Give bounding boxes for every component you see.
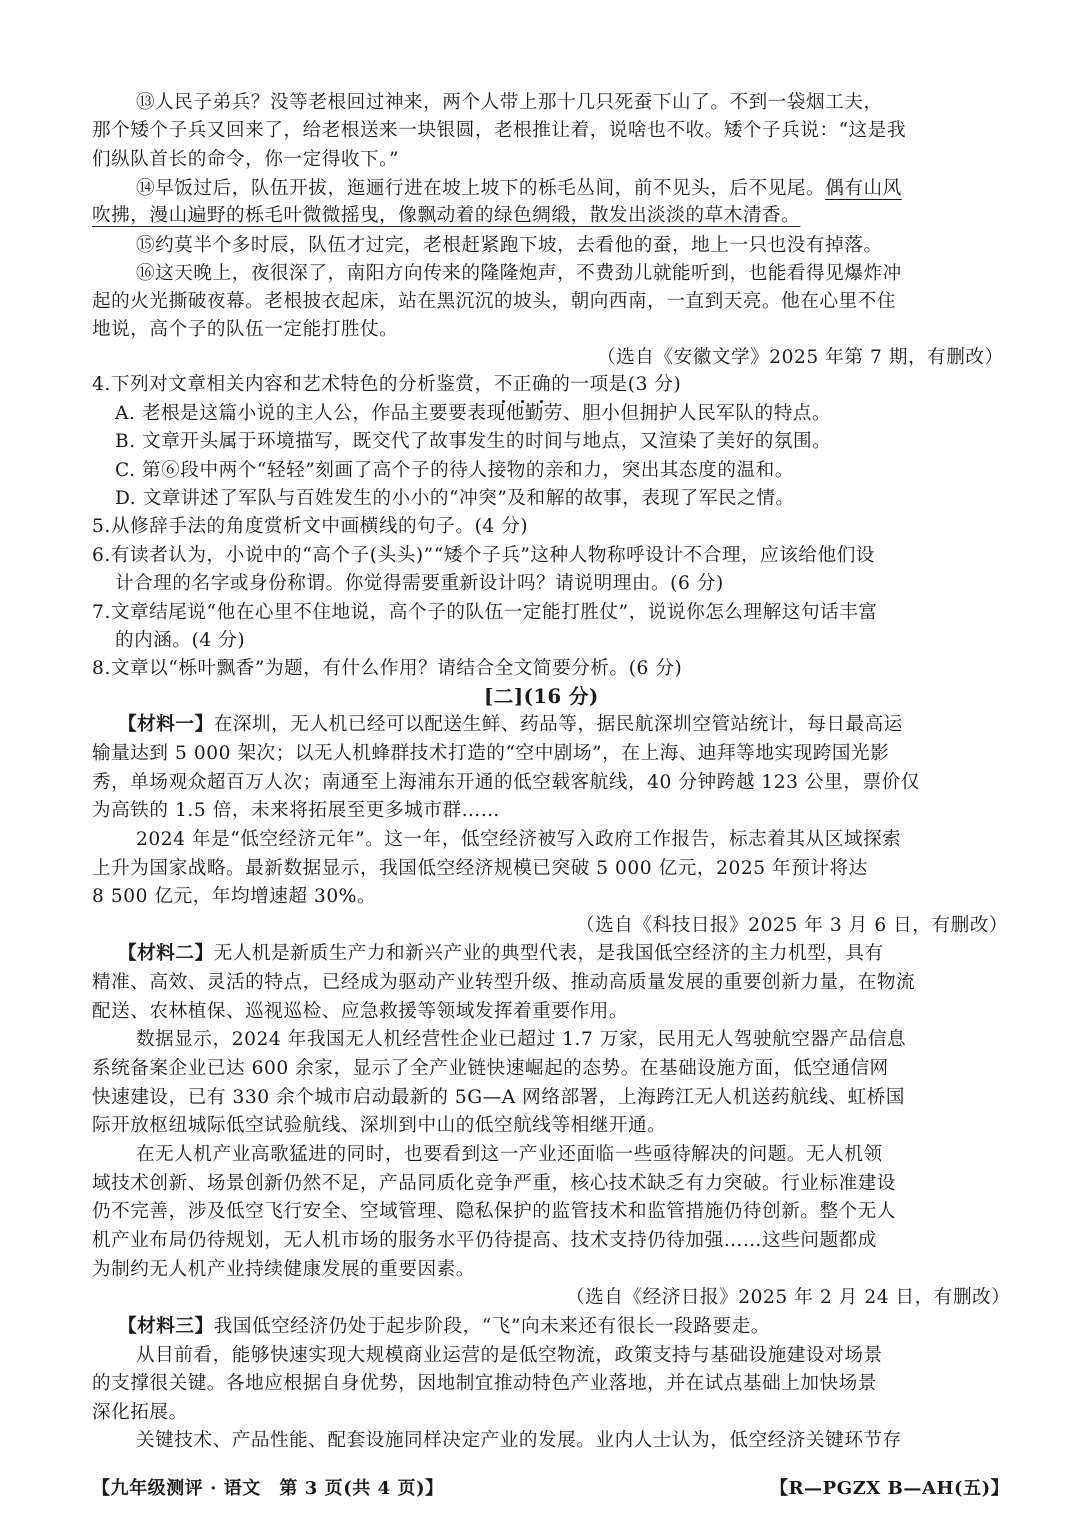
material1-line3: 秀，单场观众超百万人次；南通至上海浦东开通的低空载客航线，40 分钟跨越 123 公里，票价仅 [92,772,920,793]
emphasis-char: 正 [513,372,532,398]
q4-option-d: D. 文章讲述了军队与百姓发生的小小的“冲突”及和解的故事，表现了军民之情。 [115,488,795,509]
story-para13-line2: 那个矮个子兵又回来了，给老根送来一块银圆，老根推让着，说啥也不收。矮个子兵说：“这是我 [92,120,907,141]
material2-p3-line1: 在无人机产业高歌猛进的同时，也要看到这一产业还面临一些亟待解决的问题。无人机领 [136,1144,883,1165]
material3-label: 【材料三】 [118,1316,214,1337]
material1-p2-line3: 8 500 亿元，年均增速超 30%。 [92,886,377,907]
story-para13-line3: 们纵队首长的命令，你一定得收下。” [92,149,400,170]
q4-option-a: A. 老根是这篇小说的主人公，作品主要要表现他勤劳、胆小但拥护人民军队的特点。 [115,403,832,424]
material3-text: 我国低空经济仍处于起步阶段，“飞”向未来还有很长一段路要走。 [213,1316,770,1337]
underlined-sentence-part1: 偶有山风 [825,178,902,199]
material2-label: 【材料二】 [118,943,214,964]
section-2-heading: [二](16 分) [484,685,599,708]
material2-p3-line4: 机产业布局仍待规划，无人机市场的服务水平仍待提高、技术支持仍待加强……这些问题都成 [92,1230,877,1251]
story-para15: ⑮约莫半个多时辰，队伍才过完，老根赶紧跑下坡，去看他的蚕，地上一只也没有掉落。 [136,235,883,256]
material2-text: 无人机是新质生产力和新兴产业的典型代表，是我国低空经济的主力机型，具有 [213,943,884,964]
material1-text: 在深圳，无人机已经可以配送生鲜、药品等，据民航深圳空管站统计，每日最高运 [213,714,903,735]
material1-line4: 为高铁的 1.5 倍，未来将拓展至更多城市群…… [92,800,500,821]
material2-p2-line4: 际开放枢纽城际低空试验航线、深圳到中山的低空航线等相继开通。 [92,1115,667,1136]
material2-source: （选自《经济日报》2025 年 2 月 24 日，有删改） [566,1287,1011,1308]
story-para16-line3: 地说，高个子的队伍一定能打胜仗。 [92,319,399,340]
q4-option-c: C. 第⑥段中两个“轻轻”刻画了高个子的待人接物的亲和力，突出其态度的温和。 [115,460,794,481]
material1-p2-line1: 2024 年是“低空经济元年”。这一年，低空经济被写入政府工作报告，标志着其从区域探索 [136,829,902,850]
story-para16-line2: 起的火光撕破夜幕。老根披衣起床，站在黑沉沉的坡头，朝向西南，一直到天亮。他在心里不住 [92,291,897,312]
material2-p2-line1: 数据显示，2024 年我国无人机经营性企业已超过 1.7 万家，民用无人驾驶航空器产品信息 [136,1029,907,1050]
material2-line2: 精准、高效、灵活的特点，已经成为驱动产业转型升级、推动高质量发展的重要创新力量，在物流 [92,972,916,993]
material1-source: （选自《科技日报》2025 年 3 月 6 日，有删改） [576,915,1009,936]
underlined-sentence-part2: 吹拂，漫山遍野的栎毛叶微微摇曳，像飘动着的绿色绸缎，散发出淡淡的草木清香。 [92,205,801,226]
question-7-line1: 7.文章结尾说“他在心里不住地说，高个子的队伍一定能打胜仗”，说说你怎么理解这句话丰富 [92,602,878,623]
story-source: （选自《安徽文学》2025 年第 7 期，有删改） [597,347,1004,368]
story-para14-line1 [136,176,902,202]
material2-line1 [118,941,884,967]
question-6-line1: 6.有读者认为，小说中的“高个子(头头)”“矮个子兵”这种人物称呼设计不合理，应该给他们设 [92,545,875,566]
material2-p3-line5: 为制约无人机产业持续健康发展的重要因素。 [92,1259,475,1280]
material1-label: 【材料一】 [118,714,214,735]
material3-p3-line1: 关键技术、产品性能、配套设施同样决定产业的发展。业内人士认为，低空经济关键环节存 [136,1430,902,1451]
material3-p2-line1: 从目前看，能够快速实现大规模商业运营的是低空物流，政策支持与基础设施建设对场景 [136,1345,883,1366]
material2-line3: 配送、农林植保、巡视巡检、应急救援等领域发挥着重要作用。 [92,1001,629,1022]
emphasis-char: 不 [494,372,513,398]
story-para13-line1: ⑬人民子弟兵？没等老根回过神来，两个人带上那十几只死蚕下山了。不到一袋烟工夫， [136,92,883,113]
footer-right: 【R—PGZX B—AH(五)】 [770,1478,1010,1499]
material3-p2-line2: 的支撑很关键。各地应根据自身优势，因地制宜推动特色产业落地，并在试点基础上加快场景 [92,1373,877,1394]
para14-plain-text: ⑭早饭过后，队伍开拔，迤逦行进在坡上坡下的栎毛丛间，前不见头，后不见尾。 [136,178,826,199]
material3-line1 [118,1314,770,1340]
material2-p3-line2: 域技术创新、场景创新仍然不足，产品同质化竞争严重，核心技术缺乏有力突破。行业标准建设 [92,1173,897,1194]
emphasis-char: 确 [532,372,551,398]
material2-p2-line3: 快速建设，已有 330 余个城市启动最新的 5G—A 网络部署，上海跨江无人机送药航线、虹桥国 [92,1087,906,1108]
question-8: 8.文章以“栎叶飘香”为题，有什么作用？请结合全文简要分析。(6 分) [92,658,683,679]
footer-left: 【九年级测评 · 语文 第 3 页(共 4 页)】 [92,1478,444,1499]
material3-p2-line3: 深化拓展。 [92,1402,188,1423]
q4-stem: 4.下列对文章相关内容和艺术特色的分析鉴赏， [92,374,494,395]
material2-p2-line2: 系统备案企业已达 600 余家，显示了全产业链快速崛起的态势。在基础设施方面，低空通信网 [92,1058,889,1079]
material1-line1 [118,712,903,738]
story-para16-line1: ⑯这天晚上，夜很深了，南阳方向传来的隆隆炮声，不费劲儿就能听到，也能看得见爆炸冲 [136,263,902,284]
question-7-line2: 的内涵。(4 分) [115,630,246,651]
question-4 [92,372,681,398]
question-6-line2: 计合理的名字或身份称谓。你觉得需要重新设计吗？请说明理由。(6 分) [115,573,724,594]
q4-option-b: B. 文章开头属于环境描写，既交代了故事发生的时间与地点，又渲染了美好的氛围。 [115,431,832,452]
question-5: 5.从修辞手法的角度赏析文中画横线的句子。(4 分) [92,516,529,537]
material1-p2-line2: 上升为国家战略。最新数据显示，我国低空经济规模已突破 5 000 亿元，2025 年预计将达 [92,858,868,879]
material2-p3-line3: 仍不完善，涉及低空飞行安全、空域管理、隐私保护的监管技术和监管措施仍待创新。整个无人 [92,1201,897,1222]
material1-line2: 输量达到 5 000 架次；以无人机蜂群技术打造的“空中剧场”，在上海、迪拜等地实现跨国光影 [92,743,890,764]
q4-tail: 的一项是(3 分) [551,374,682,395]
